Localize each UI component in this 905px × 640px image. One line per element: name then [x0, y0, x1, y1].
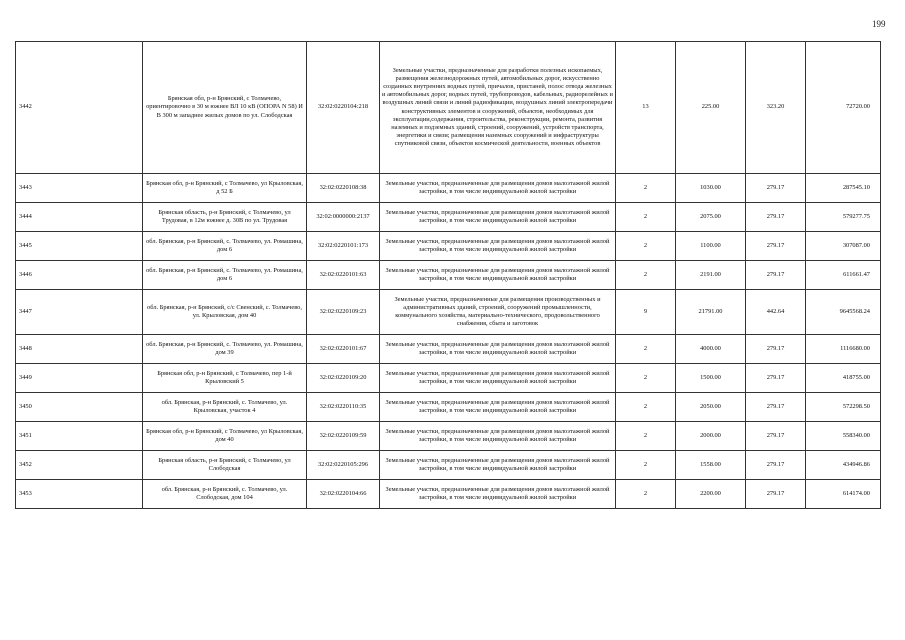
row-number: 3450 [16, 393, 143, 422]
table-row [16, 451, 881, 480]
land-use-cell: Земельные участки, предназначенные для размещения домов малоэтажной жилой застройки, в том числе индивидуальной жилой застройки [380, 422, 616, 451]
use-code-cell: 2 [616, 451, 676, 480]
use-code-cell: 2 [616, 174, 676, 203]
specific-value-cell: 279.17 [746, 422, 806, 451]
cadastral-number-cell: 32:02:0220110:35 [307, 393, 380, 422]
land-use-cell: Земельные участки, предназначенные для размещения домов малоэтажной жилой застройки, в том числе индивидуальной жилой застройки [380, 364, 616, 393]
table-row [16, 335, 881, 364]
address-cell: Брянская область, р-н Брянский, с Толмачево, ул Трудовая, в 12м южнее д. 30В по ул. Трудовая [143, 203, 307, 232]
use-code-cell: 2 [616, 232, 676, 261]
table-row [16, 174, 881, 203]
cadastral-value-table [15, 41, 881, 509]
specific-value-cell: 279.17 [746, 451, 806, 480]
address-cell: обл. Брянская, р-н Брянский, с. Толмачево, ул. Слободская, дом 104 [143, 480, 307, 509]
specific-value-cell: 279.17 [746, 393, 806, 422]
cadastral-number-cell: 32:02:0220105:296 [307, 451, 380, 480]
row-number: 3452 [16, 451, 143, 480]
cadastral-number-cell: 32:02:0220101:63 [307, 261, 380, 290]
land-use-cell: Земельные участки, предназначенные для размещения домов малоэтажной жилой застройки, в том числе индивидуальной жилой застройки [380, 174, 616, 203]
area-cell: 21791.00 [676, 290, 746, 335]
address-cell: обл. Брянская, р-н Брянский, с. Толмачево, ул. Ромашина, дом 6 [143, 232, 307, 261]
land-use-cell: Земельные участки, предназначенные для размещения домов малоэтажной жилой застройки, в том числе индивидуальной жилой застройки [380, 393, 616, 422]
cadastral-value-cell: 579277.75 [806, 203, 881, 232]
area-cell: 1100.00 [676, 232, 746, 261]
specific-value-cell: 279.17 [746, 364, 806, 393]
table-row [16, 261, 881, 290]
table-row [16, 203, 881, 232]
specific-value-cell: 279.17 [746, 261, 806, 290]
land-use-cell: Земельные участки, предназначенные для разработки полезных ископаемых, размещения железнодорожных путей, автомобильных дорог, искусственно созданных внутренних водных путей, причалов, пристаней, полос отвода железных и автомобильных дорог, водных путей, трубопроводов, кабельных, радиорелейных и воздушных линий связи и линий радиофикации, воздушных линий электропередачи конструктивных элементов и сооружений, объектов, необходимых для эксплуатации,содержания, строительства, реконструкции, ремонта, развития наземных и подземных зданий, строений, сооружений, устройств транспорта, энергетики и связи; размещения наземных сооружений и инфраструктуры спутниковой связи, объектов космической деятельности, военных объектов [380, 42, 616, 174]
row-number: 3442 [16, 42, 143, 174]
address-cell: Брянская обл, р-н Брянский, с Толмачево, ориентировочно в 30 м южнее ВЛ 10 кВ (ОПОРА N 58) И В 300 м западнее жилых домов по ул. Слободская [143, 42, 307, 174]
cadastral-number-cell: 32:02:0220101:173 [307, 232, 380, 261]
land-use-cell: Земельные участки, предназначенные для размещения домов малоэтажной жилой застройки, в том числе индивидуальной жилой застройки [380, 335, 616, 364]
cadastral-number-cell: 32:02:0000000:2137 [307, 203, 380, 232]
area-cell: 2050.00 [676, 393, 746, 422]
row-number: 3444 [16, 203, 143, 232]
table-row [16, 290, 881, 335]
land-use-cell: Земельные участки, предназначенные для размещения домов малоэтажной жилой застройки, в том числе индивидуальной жилой застройки [380, 451, 616, 480]
address-cell: Брянская обл, р-н Брянский, с Толмачево, пер 1-й Крыловский 5 [143, 364, 307, 393]
table-row [16, 232, 881, 261]
use-code-cell: 2 [616, 335, 676, 364]
land-use-cell: Земельные участки, предназначенные для размещения производственных и административных зданий, строений, сооружений промышленности, коммунального хозяйства, материально-технического, продовольственного снабжения, сбыта и заготовок [380, 290, 616, 335]
specific-value-cell: 279.17 [746, 480, 806, 509]
specific-value-cell: 323.20 [746, 42, 806, 174]
area-cell: 2200.00 [676, 480, 746, 509]
area-cell: 1030.00 [676, 174, 746, 203]
address-cell: обл. Брянская, р-н Брянский, с. Толмачево, ул. Ромашина, дом 6 [143, 261, 307, 290]
address-cell: обл. Брянская, р-н Брянский, с/с Свенский, с. Толмачево, ул. Крыловская, дом 40 [143, 290, 307, 335]
page-number: 199 [872, 19, 886, 29]
address-cell: Брянская область, р-н Брянский, с Толмачево, ул Слободская [143, 451, 307, 480]
cadastral-value-cell: 418755.00 [806, 364, 881, 393]
table-row [16, 422, 881, 451]
cadastral-number-cell: 32:02:0220108:38 [307, 174, 380, 203]
row-number: 3443 [16, 174, 143, 203]
address-cell: обл. Брянская, р-н Брянский, с. Толмачево, ул. Крыловская, участок 4 [143, 393, 307, 422]
use-code-cell: 13 [616, 42, 676, 174]
use-code-cell: 2 [616, 393, 676, 422]
cadastral-number-cell: 32:02:0220109:23 [307, 290, 380, 335]
cadastral-value-cell: 434946.86 [806, 451, 881, 480]
row-number: 3453 [16, 480, 143, 509]
cadastral-value-cell: 614174.00 [806, 480, 881, 509]
use-code-cell: 2 [616, 422, 676, 451]
table-row [16, 364, 881, 393]
cadastral-value-cell: 572298.50 [806, 393, 881, 422]
table-row [16, 393, 881, 422]
cadastral-value-cell: 9645568.24 [806, 290, 881, 335]
row-number: 3448 [16, 335, 143, 364]
use-code-cell: 2 [616, 480, 676, 509]
specific-value-cell: 279.17 [746, 203, 806, 232]
land-use-cell: Земельные участки, предназначенные для размещения домов малоэтажной жилой застройки, в том числе индивидуальной жилой застройки [380, 261, 616, 290]
area-cell: 2191.00 [676, 261, 746, 290]
use-code-cell: 2 [616, 364, 676, 393]
cadastral-value-cell: 558340.00 [806, 422, 881, 451]
specific-value-cell: 442.64 [746, 290, 806, 335]
land-use-cell: Земельные участки, предназначенные для размещения домов малоэтажной жилой застройки, в том числе индивидуальной жилой застройки [380, 203, 616, 232]
use-code-cell: 2 [616, 261, 676, 290]
area-cell: 2075.00 [676, 203, 746, 232]
use-code-cell: 9 [616, 290, 676, 335]
cadastral-value-cell: 1116680.00 [806, 335, 881, 364]
cadastral-value-cell: 287545.10 [806, 174, 881, 203]
row-number: 3451 [16, 422, 143, 451]
land-use-cell: Земельные участки, предназначенные для размещения домов малоэтажной жилой застройки, в том числе индивидуальной жилой застройки [380, 480, 616, 509]
address-cell: обл. Брянская, р-н Брянский, с. Толмачево, ул. Ромашина, дом 39 [143, 335, 307, 364]
area-cell: 1558.00 [676, 451, 746, 480]
table-row [16, 42, 881, 174]
land-use-cell: Земельные участки, предназначенные для размещения домов малоэтажной жилой застройки, в том числе индивидуальной жилой застройки [380, 232, 616, 261]
area-cell: 4000.00 [676, 335, 746, 364]
cadastral-value-cell: 72720.00 [806, 42, 881, 174]
row-number: 3445 [16, 232, 143, 261]
cadastral-number-cell: 32:02:0220101:67 [307, 335, 380, 364]
specific-value-cell: 279.17 [746, 174, 806, 203]
row-number: 3447 [16, 290, 143, 335]
address-cell: Брянская обл, р-н Брянский, с Толмачево, ул Крыловская, дом 40 [143, 422, 307, 451]
cadastral-number-cell: 32:02:0220104:66 [307, 480, 380, 509]
specific-value-cell: 279.17 [746, 232, 806, 261]
cadastral-number-cell: 32:02:0220109:59 [307, 422, 380, 451]
cadastral-value-cell: 307087.00 [806, 232, 881, 261]
specific-value-cell: 279.17 [746, 335, 806, 364]
area-cell: 225.00 [676, 42, 746, 174]
area-cell: 1500.00 [676, 364, 746, 393]
row-number: 3449 [16, 364, 143, 393]
area-cell: 2000.00 [676, 422, 746, 451]
table-row [16, 480, 881, 509]
cadastral-number-cell: 32:02:0220109:20 [307, 364, 380, 393]
cadastral-number-cell: 32:02:0220104:218 [307, 42, 380, 174]
use-code-cell: 2 [616, 203, 676, 232]
address-cell: Брянская обл, р-н Брянский, с Толмачево, ул Крыловская, д 52 Б [143, 174, 307, 203]
row-number: 3446 [16, 261, 143, 290]
cadastral-value-cell: 611661.47 [806, 261, 881, 290]
